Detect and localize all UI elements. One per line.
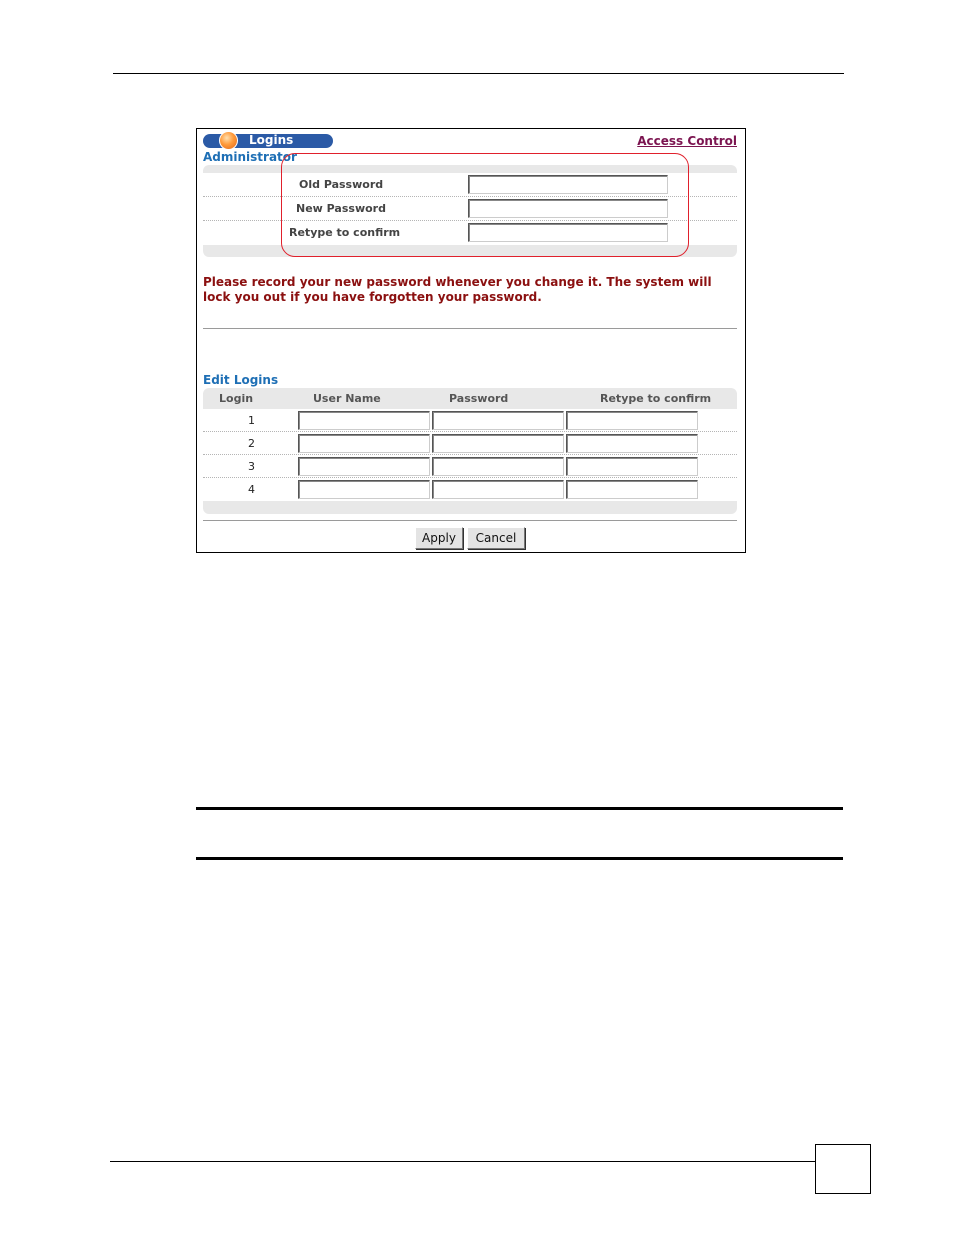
password-field[interactable] bbox=[432, 457, 564, 476]
user-name-field[interactable] bbox=[298, 434, 430, 453]
edit-logins-section-label: Edit Logins bbox=[203, 373, 279, 387]
login-number: 4 bbox=[248, 483, 255, 496]
new-password-label: New Password bbox=[296, 202, 386, 215]
user-name-field[interactable] bbox=[298, 411, 430, 430]
login-number: 2 bbox=[248, 437, 255, 450]
password-field[interactable] bbox=[432, 411, 564, 430]
section-divider bbox=[203, 328, 737, 329]
column-header-login: Login bbox=[219, 392, 254, 405]
note-top-rule bbox=[196, 807, 843, 810]
retype-confirm-field[interactable] bbox=[566, 434, 698, 453]
table-row bbox=[203, 432, 737, 455]
access-control-link[interactable]: Access Control bbox=[637, 134, 737, 148]
table-row bbox=[203, 409, 737, 432]
login-number: 1 bbox=[248, 414, 255, 427]
title-bar bbox=[203, 134, 333, 148]
user-name-field[interactable] bbox=[298, 457, 430, 476]
page-number-box bbox=[815, 1144, 871, 1194]
retype-password-label: Retype to confirm bbox=[289, 226, 401, 239]
login-number: 3 bbox=[248, 460, 255, 473]
footer-divider bbox=[203, 520, 737, 521]
edit-logins-table bbox=[203, 388, 737, 514]
apply-button[interactable]: Apply bbox=[415, 527, 463, 549]
password-field[interactable] bbox=[432, 480, 564, 499]
table-row bbox=[203, 455, 737, 478]
retype-confirm-field[interactable] bbox=[566, 457, 698, 476]
cancel-button[interactable]: Cancel bbox=[467, 527, 525, 549]
column-header-user-name: User Name bbox=[313, 392, 381, 405]
user-name-field[interactable] bbox=[298, 480, 430, 499]
page-footer-rule bbox=[110, 1161, 815, 1162]
table-row bbox=[203, 478, 737, 501]
column-header-password: Password bbox=[449, 392, 509, 405]
administrator-section-label: Administrator bbox=[203, 150, 297, 164]
retype-confirm-field[interactable] bbox=[566, 411, 698, 430]
note-bottom-rule bbox=[196, 857, 843, 860]
orange-orb-icon bbox=[219, 131, 238, 150]
column-header-retype-confirm: Retype to confirm bbox=[600, 392, 712, 405]
retype-confirm-field[interactable] bbox=[566, 480, 698, 499]
password-field[interactable] bbox=[432, 434, 564, 453]
callout-highlight bbox=[281, 153, 689, 257]
password-warning-text: Please record your new password whenever you change it. The system will lock you out if you have forgotten your password. bbox=[203, 275, 712, 304]
page-title: Logins bbox=[249, 133, 294, 147]
old-password-label: Old Password bbox=[299, 178, 384, 191]
logins-screen bbox=[196, 128, 746, 553]
page-header-rule bbox=[113, 73, 844, 74]
